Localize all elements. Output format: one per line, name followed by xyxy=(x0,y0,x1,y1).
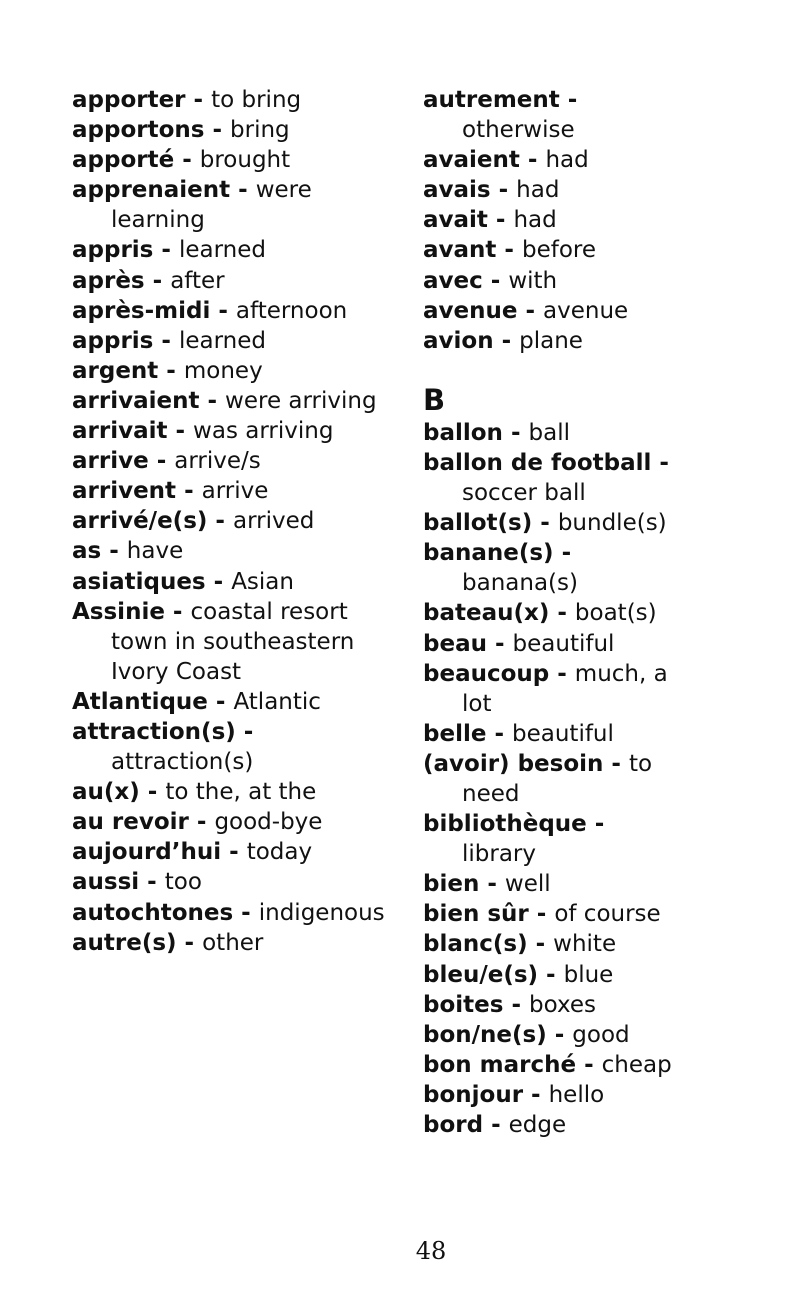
entry-separator: - xyxy=(221,839,247,866)
entry-definition: white xyxy=(553,931,617,958)
glossary-entry xyxy=(72,175,392,235)
entry-separator: - xyxy=(153,237,179,264)
entry-separator: - xyxy=(233,899,259,926)
entry-term: bien xyxy=(423,871,480,898)
entry-separator: - xyxy=(148,448,175,475)
entry-definition: had xyxy=(513,207,557,234)
entry-separator: - xyxy=(139,779,166,806)
glossary-entry xyxy=(72,416,392,446)
glossary-entry xyxy=(423,598,673,628)
glossary-entry xyxy=(423,508,673,538)
entry-term: ballot(s) xyxy=(423,510,533,537)
entry-definition: hello xyxy=(548,1081,605,1108)
glossary-entry xyxy=(423,448,673,508)
entry-separator: - xyxy=(502,419,529,446)
entry-definition: boat(s) xyxy=(574,600,657,627)
glossary-entry xyxy=(423,809,673,869)
glossary-entry xyxy=(423,296,673,326)
entry-term: autochtones xyxy=(72,899,234,926)
entry-definition: good xyxy=(572,1021,630,1048)
entry-definition: avenue xyxy=(543,297,629,324)
glossary-entry xyxy=(72,115,392,145)
entry-definition: ball xyxy=(528,419,570,446)
entry-term: avant xyxy=(423,237,497,264)
entry-separator: - xyxy=(493,327,520,354)
entry-separator: - xyxy=(185,87,212,113)
entry-definition: bundle(s) xyxy=(557,510,667,537)
entry-definition: brought xyxy=(199,147,291,174)
glossary-entry xyxy=(72,928,392,958)
glossary-entry xyxy=(72,85,392,115)
glossary-entry xyxy=(423,145,673,175)
entry-term: arrivent xyxy=(72,478,177,505)
entry-separator: - xyxy=(486,630,513,657)
entry-definition: arrive xyxy=(201,478,269,505)
entry-term: avenue xyxy=(423,297,518,324)
entry-definition: had xyxy=(516,177,560,204)
entry-definition: other xyxy=(202,929,264,956)
glossary-entry xyxy=(423,719,673,749)
entry-term: aussi xyxy=(72,869,140,896)
entry-definition: money xyxy=(183,357,263,384)
glossary-entry xyxy=(72,446,392,476)
entry-separator: - xyxy=(527,931,554,958)
glossary-entry xyxy=(72,326,392,356)
entry-term: au revoir xyxy=(72,809,189,836)
entry-term: arrivait xyxy=(72,418,168,445)
entry-separator: - xyxy=(576,1051,602,1078)
entry-separator: - xyxy=(532,510,558,537)
entry-definition: attraction(s) xyxy=(111,749,254,776)
entry-definition: with xyxy=(508,267,558,294)
entry-term: apportons xyxy=(72,117,205,144)
entry-term: avec xyxy=(423,267,483,294)
entry-definition: to bring xyxy=(211,87,302,113)
entry-separator: - xyxy=(167,418,194,445)
glossary-column-right xyxy=(423,85,673,1140)
glossary-entry xyxy=(423,418,673,448)
entry-definition: well xyxy=(504,871,551,898)
glossary-entry xyxy=(72,867,392,897)
entry-term: belle xyxy=(423,720,487,747)
glossary-group-b xyxy=(423,418,673,1140)
entry-term: apporté xyxy=(72,147,175,174)
entry-term: argent xyxy=(72,357,159,384)
entry-separator: - xyxy=(101,538,127,565)
entry-definition: arrive/s xyxy=(174,448,261,475)
entry-term: blanc(s) xyxy=(423,931,528,958)
entry-term: apprenaient xyxy=(72,177,231,204)
entry-term: autrement xyxy=(423,87,560,113)
entry-term: apporter xyxy=(72,87,186,113)
page-number: 48 xyxy=(415,1237,447,1265)
entry-separator: - xyxy=(549,660,575,687)
entry-definition: coastal resort town in southeastern Ivory Coast xyxy=(111,598,355,685)
entry-definition: beautiful xyxy=(512,720,614,747)
entry-definition: to the, at the xyxy=(165,779,317,806)
glossary-group-a xyxy=(423,85,673,356)
entry-term: bleu/e(s) xyxy=(423,961,539,988)
glossary-entry xyxy=(72,717,392,777)
glossary-entry xyxy=(423,1020,673,1050)
entry-term: autre(s) xyxy=(72,929,177,956)
entry-separator: - xyxy=(174,147,200,174)
entry-term: arrivaient xyxy=(72,387,200,414)
entry-separator: - xyxy=(528,901,555,928)
entry-separator: - xyxy=(199,387,226,414)
entry-term: Atlantique xyxy=(72,688,208,715)
entry-separator: - xyxy=(479,871,505,898)
entry-separator: - xyxy=(482,267,509,294)
glossary-entry xyxy=(72,235,392,265)
entry-separator: - xyxy=(603,750,629,777)
glossary-entry xyxy=(72,898,392,928)
glossary-entry xyxy=(423,538,673,598)
glossary-entry xyxy=(423,1110,673,1140)
entry-definition: after xyxy=(170,267,225,294)
entry-term: bord xyxy=(423,1112,484,1138)
entry-definition: Atlantic xyxy=(233,688,321,715)
glossary-entry xyxy=(423,266,673,296)
entry-separator: - xyxy=(144,267,171,294)
entry-separator: - xyxy=(210,297,236,324)
entry-separator: - xyxy=(164,598,191,625)
entry-term: ballon de football xyxy=(423,449,652,476)
entry-separator: - xyxy=(517,297,544,324)
entry-definition: have xyxy=(126,538,184,565)
entry-term: appris xyxy=(72,237,154,264)
glossary-entry xyxy=(72,506,392,536)
entry-term: bon/ne(s) xyxy=(423,1021,547,1048)
entry-term: Assinie xyxy=(72,598,165,625)
glossary-entry xyxy=(423,326,673,356)
entry-separator: - xyxy=(549,600,575,627)
entry-term: avais xyxy=(423,177,491,204)
entry-definition: beautiful xyxy=(512,630,615,657)
entry-separator: - xyxy=(207,688,234,715)
entry-separator: - xyxy=(519,147,546,174)
entry-separator: - xyxy=(204,117,231,144)
entry-definition: edge xyxy=(508,1112,567,1138)
glossary-entry xyxy=(72,777,392,807)
entry-term: appris xyxy=(72,327,154,354)
entry-term: asiatiques xyxy=(72,568,206,595)
entry-separator: - xyxy=(487,207,514,234)
entry-definition: boxes xyxy=(529,991,597,1018)
glossary-entry xyxy=(72,807,392,837)
entry-separator: - xyxy=(559,87,578,113)
entry-separator: - xyxy=(490,177,517,204)
glossary-column-left xyxy=(72,85,392,958)
section-heading-b: B xyxy=(423,382,446,417)
entry-definition: was arriving xyxy=(193,418,334,445)
entry-term: au(x) xyxy=(72,779,140,806)
entry-separator: - xyxy=(158,357,184,384)
entry-separator: - xyxy=(546,1021,573,1048)
entry-definition: banana(s) xyxy=(462,570,578,597)
glossary-entry xyxy=(423,629,673,659)
entry-term: bibliothèque xyxy=(423,811,587,838)
glossary-entry xyxy=(72,296,392,326)
entry-term: (avoir) besoin xyxy=(423,750,604,777)
glossary-entry xyxy=(423,749,673,809)
entry-term: avaient xyxy=(423,147,520,174)
entry-term: avion xyxy=(423,327,494,354)
entry-separator: - xyxy=(586,811,605,838)
entry-definition: were arriving xyxy=(225,387,377,414)
entry-separator: - xyxy=(207,508,233,535)
glossary-entry xyxy=(423,205,673,235)
entry-separator: - xyxy=(153,327,179,354)
glossary-entry xyxy=(72,386,392,416)
entry-term: beau xyxy=(423,630,487,657)
glossary-entry xyxy=(72,536,392,566)
entry-definition: too xyxy=(164,869,202,896)
entry-separator: - xyxy=(205,568,232,595)
entry-term: arrivé/e(s) xyxy=(72,508,208,535)
entry-separator: - xyxy=(553,540,572,567)
glossary-entry xyxy=(72,597,392,687)
entry-term: aujourd’hui xyxy=(72,839,222,866)
entry-term: après-midi xyxy=(72,297,211,324)
entry-separator: - xyxy=(503,991,529,1018)
entry-separator: - xyxy=(523,1081,549,1108)
entry-definition: were learning xyxy=(111,177,312,234)
entry-separator: - xyxy=(139,869,165,896)
glossary-entry xyxy=(423,659,673,719)
entry-term: bien sûr xyxy=(423,901,529,928)
entry-definition: cheap xyxy=(601,1051,672,1078)
glossary-entry xyxy=(423,1080,673,1110)
glossary-entry xyxy=(423,1050,673,1080)
entry-separator: - xyxy=(538,961,564,988)
entry-definition: good-bye xyxy=(214,809,323,836)
entry-definition: otherwise xyxy=(462,117,575,144)
entry-definition: of course xyxy=(554,901,661,928)
entry-definition: plane xyxy=(519,327,583,354)
glossary-entry xyxy=(72,567,392,597)
entry-definition: Asian xyxy=(231,568,294,595)
entry-definition: soccer ball xyxy=(462,480,586,507)
glossary-entry xyxy=(72,837,392,867)
entry-term: bateau(x) xyxy=(423,600,550,627)
entry-definition: blue xyxy=(563,961,614,988)
entry-separator: - xyxy=(496,237,522,264)
entry-term: bon marché xyxy=(423,1051,577,1078)
entry-term: après xyxy=(72,267,145,294)
entry-definition: bring xyxy=(230,117,290,144)
glossary-entry xyxy=(423,960,673,990)
entry-term: arrive xyxy=(72,448,149,475)
entry-term: attraction(s) xyxy=(72,718,236,745)
entry-definition: indigenous xyxy=(258,899,385,926)
glossary-entry xyxy=(423,869,673,899)
entry-term: avait xyxy=(423,207,488,234)
glossary-entry xyxy=(72,476,392,506)
glossary-entry xyxy=(72,145,392,175)
glossary-entry xyxy=(72,266,392,296)
entry-separator: - xyxy=(230,177,256,204)
glossary-entry xyxy=(423,899,673,929)
entry-separator: - xyxy=(176,478,202,505)
entry-separator: - xyxy=(176,929,203,956)
entry-term: bonjour xyxy=(423,1081,524,1108)
entry-separator: - xyxy=(235,718,254,745)
entry-definition: before xyxy=(521,237,596,264)
entry-term: as xyxy=(72,538,102,565)
glossary-entry xyxy=(72,356,392,386)
entry-separator: - xyxy=(483,1112,509,1138)
glossary-entry xyxy=(423,990,673,1020)
glossary-entry xyxy=(423,235,673,265)
entry-definition: learned xyxy=(178,237,266,264)
glossary-entry xyxy=(423,929,673,959)
entry-separator: - xyxy=(486,720,512,747)
entry-definition: library xyxy=(462,841,536,868)
entry-definition: learned xyxy=(178,327,266,354)
entry-definition: to need xyxy=(462,750,653,807)
glossary-entry xyxy=(423,175,673,205)
glossary-entry xyxy=(423,85,673,145)
glossary-entry xyxy=(72,687,392,717)
entry-term: beaucoup xyxy=(423,660,550,687)
entry-term: boites xyxy=(423,991,504,1018)
entry-separator: - xyxy=(188,809,215,836)
entry-separator: - xyxy=(651,449,669,476)
entry-definition: arrived xyxy=(232,508,315,535)
entry-definition: had xyxy=(545,147,589,174)
entry-definition: afternoon xyxy=(235,297,348,324)
entry-term: banane(s) xyxy=(423,540,554,567)
entry-definition: much, a lot xyxy=(462,660,668,717)
entry-definition: today xyxy=(246,839,313,866)
entry-term: ballon xyxy=(423,419,503,446)
